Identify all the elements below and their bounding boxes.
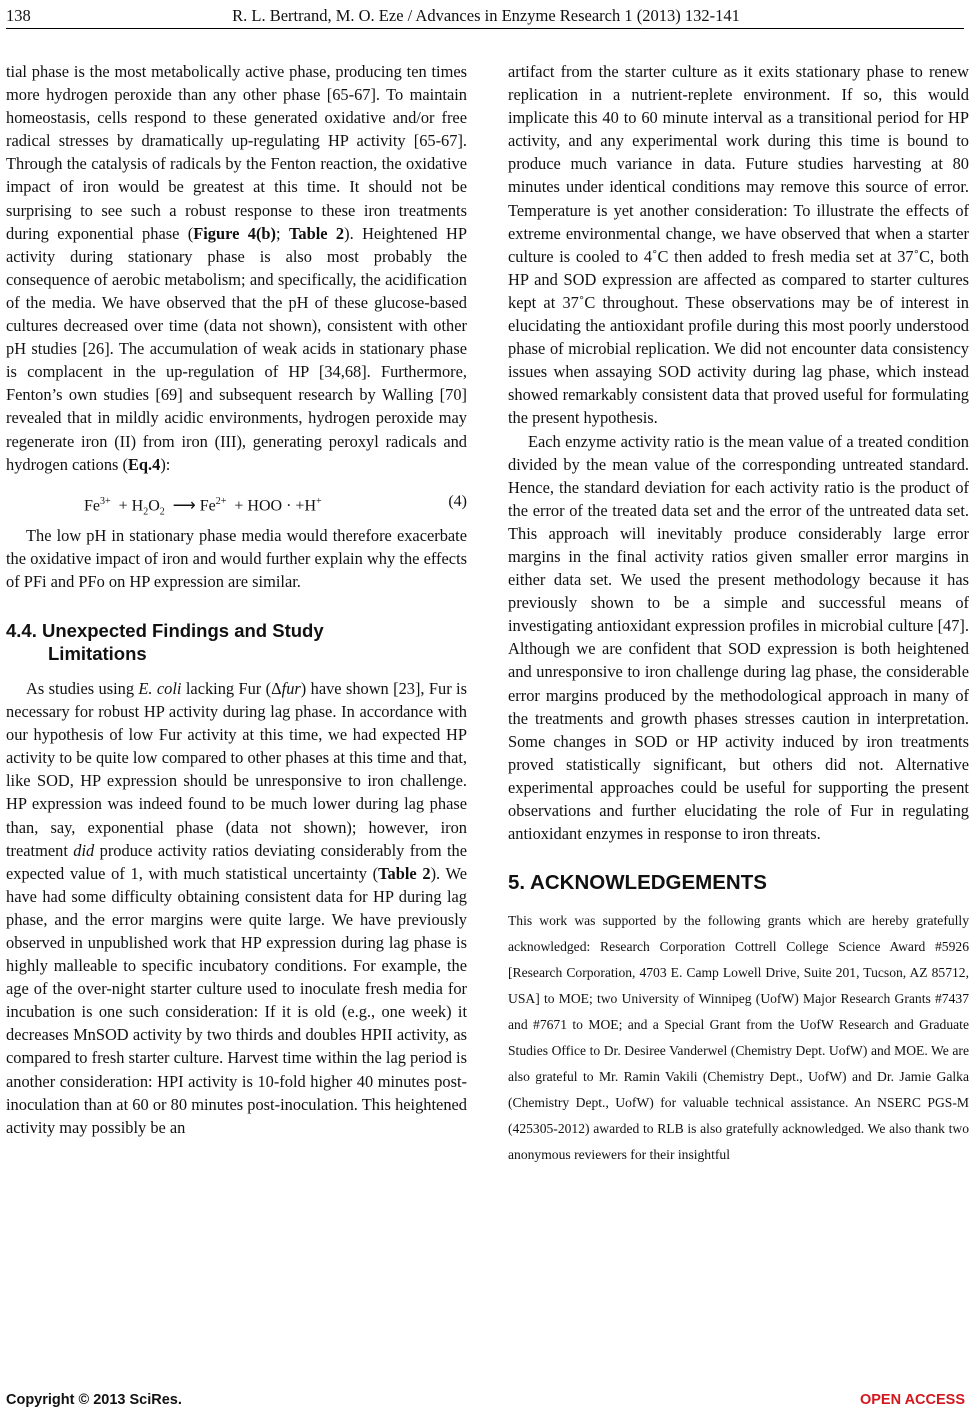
table-ref: Table 2	[288, 223, 345, 243]
section-heading: 4.4. Unexpected Findings and Study Limitations	[6, 619, 324, 664]
page-number: 138	[6, 6, 31, 25]
open-access-label: OPEN ACCESS	[859, 1392, 965, 1408]
equation-ref: Eq.4	[128, 454, 161, 474]
acknowledgements-text: This work was supported by the following grants which are hereby gratefully acknowledged: Research Corporation Cottrell College Science Award #5926 [Research Corporation, 4703 E. Camp Lowell Drive, Suite 201, Tucson, AZ 85712, USA] to MOE; two University of Winnipeg (UofW) Major Research Grants #7437 and #7671 to MOE; and a Special Grant from the UofW Research and Graduate Studies Office to Dr. Desiree Vanderwel (Chemistry Dept. UofW) and MOE. We are also grateful to Mr. Ramin Vakili (Chemistry Dept., UofW) and Dr. Jamie Galka (Chemistry Dept., UofW) for valuable technical assistance. An NSERC PGS-M (425305-2012) awarded to RLB is also gratefully acknowledged. We also thank two anonymous reviewers for their insightful	[508, 913, 969, 1163]
equation-number: (4)	[448, 492, 467, 510]
header-rule	[6, 28, 964, 29]
section-heading: 5. ACKNOWLEDGEMENTS	[508, 871, 767, 895]
body-paragraph: tial phase is the most metabolically active phase, producing ten times more hydrogen peroxide than any other phase [65-67]. To maintain homeostasis, cells respond to these generated oxidative and/or free radical stresses by dramatically up-regulating HP activity [65-67]. Through the catalysis of radicals by the Fenton reaction, the oxidative impact of iron would be greatest at this time. It should not be surprising to see such a robust response to these iron treatments during exponential phase (Figure 4(b); Table 2). Heightened HP activity during stationary phase is also most probably the consequence of aerobic metabolism; and specifically, the acidification of the media. We have observed that the pH of these glucose-based cultures decreased over time (data not shown), consistent with other pH studies [26]. The accumulation of weak acids in stationary phase is complacent in the up-regulation of HP [34,68]. Furthermore, Fenton’s own studies [69] and subsequent research by Walling [70] revealed that in mildly acidic environments, hydrogen peroxide may regenerate iron (II) from iron (III), generating peroxyl radicals and hydrogen cations (Eq.4):	[6, 62, 467, 474]
body-paragraph: Each enzyme activity ratio is the mean value of a treated condition divided by the mean value of the corresponding untreated standard. Hence, the standard deviation for each activity ratio is the product of the error of the treated data set and the error of the untreated data set. This approach will inevitably produce considerably large error margins in the final activity ratios given smaller error margins in either data set. We used the present methodology because it has previously shown to be a simple and successful means of investigating antioxidant expression profiles in microbial culture [47]. Although we are confident that SOD expression is both heightened and unresponsive to iron challenge during lag phase, the considerable error margins produced by the methodological approach in many of the treatments and growth phases stresses caution in interpretation. Some changes in SOD or HP activity induced by iron treatments proved statistically significant, but others did not. Alternative experimental approaches could be useful for supporting the present observations and further elucidating the role of Fur in regulating antioxidant enzymes in response to iron threats.	[508, 431, 969, 844]
copyright-notice: Copyright © 2013 SciRes.	[6, 1392, 182, 1408]
right-column	[508, 60, 969, 1168]
body-paragraph: As studies using E. coli lacking Fur (Δfur) have shown [23], Fur is necessary for robust HP activity during lag phase. In accordance with our hypothesis of low Fur activity at this time, we had expected HP activity to be quite low compared to other phases at this time and that, like SOD, HP expression should be unresponsive to iron challenge. HP expression was indeed found to be much lower during lag phase than, say, exponential phase (data not shown); however, iron treatment did produce activity ratios deviating considerably from the expected value of 1, with much statistical uncertainty (Table 2). We have had some difficulty obtaining consistent data for HP during lag phase, and the error margins were quite large. We have previously observed in unpublished work that HP expression during lag phase is highly malleable to specific incubatory conditions. For example, the age of the over-night starter culture used to inoculate fresh media for incubation is one such consideration: If it is old (e.g., one week) it decreases MnSOD activity by two thirds and doubles HPII activity, as compared to fresh starter culture. Harvest time within the lag period is another consideration: HPI activity is 10-fold higher 40 minutes post-inoculation than at 60 or 80 minutes post-inoculation. This heightened activity may possibly be an	[6, 678, 467, 1137]
equation-expression: $Fe^{3+} + H_2O_2$ ⟶ $Fe^{2+}$ + HOO · +H+	[84, 495, 322, 518]
page-footer	[6, 1392, 965, 1412]
running-title: R. L. Bertrand, M. O. Eze / Advances in Enzyme Research 1 (2013) 132-141	[232, 6, 740, 25]
equation-4	[6, 486, 467, 516]
figure-ref: Figure 4(b)	[193, 223, 276, 243]
body-paragraph: The low pH in stationary phase media would therefore exacerbate the oxidative impact of iron and would further explain why the effects of PFi and PFo on HP expression are similar.	[6, 525, 467, 591]
left-column	[6, 60, 467, 1139]
body-paragraph: artifact from the starter culture as it exits stationary phase to renew replication in a nutrient-replete environment. If so, this would implicate this 40 to 60 minute interval as a transitional period for HP activity, and any experimental work during this time is bound to produce much variance in data. Future studies harvesting at 80 minutes under identical conditions may remove this source of error. Temperature is yet another consideration: To illustrate the effects of extreme environmental change, we have observed that when a starter culture is cooled to 4˚C then added to fresh media set at 37˚C, both HP and SOD expression are affected as compared to starter cultures kept at 37˚C throughout. These observations may be of interest in elucidating the antioxidant profile during this most poorly understood phase of microbial replication. We did not encounter data consistency issues when assaying SOD activity during lag phase, which instead showed remarkably consistent data that proved useful for formulating the present hypothesis.	[508, 62, 969, 428]
table-ref: Table 2	[378, 863, 431, 883]
reaction-arrow: ⟶	[172, 497, 196, 515]
